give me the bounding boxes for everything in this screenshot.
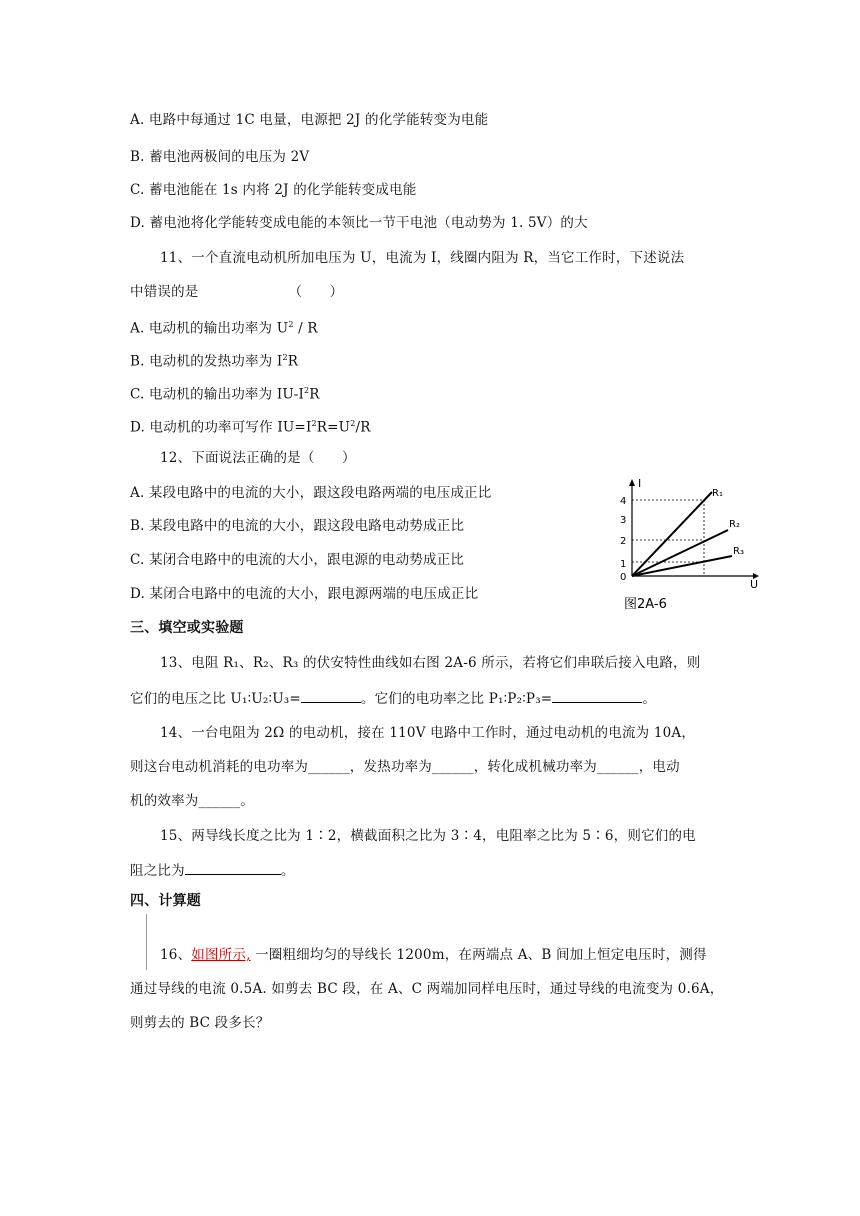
q11-answer-paren: （ ） xyxy=(288,284,344,300)
q14-line3: 机的效率为______。 xyxy=(130,793,254,809)
q10-option-a: A. 电路中每通过 1C 电量，电源把 2J 的化学能转变为电能 xyxy=(130,112,489,128)
q12-option-d: D. 某闭合电路中的电流的大小，跟电源两端的电压成正比 xyxy=(130,586,479,602)
q12-option-b: B. 某段电路中的电流的大小，跟这段电路电动势成正比 xyxy=(130,518,465,534)
r2-label: R₂ xyxy=(729,519,740,530)
q13-end-mark: 。 xyxy=(642,691,657,707)
y-tick-4: 4 xyxy=(620,496,627,507)
q11-d-sup2: 2 xyxy=(350,419,356,428)
q11-c-text: C. 电动机的输出功率为 IU-I xyxy=(130,386,304,403)
q13-power-ratio-text: 。它们的电功率之比 P₁∶P₂∶P₃= xyxy=(360,691,553,707)
section-4-heading: 四、计算题 xyxy=(130,893,201,909)
q12-stem: 12、下面说法正确的是（ ） xyxy=(160,450,356,466)
q13-voltage-blank[interactable] xyxy=(301,688,361,703)
q15-blank[interactable] xyxy=(185,860,281,875)
q11-stem-line1: 11、一个直流电动机所加电压为 U，电流为 I，线圈内阻为 R，当它工作时，下述说法 xyxy=(160,250,685,266)
r1-label: R₁ xyxy=(712,488,723,499)
figure-caption: 图2A-6 xyxy=(624,597,667,612)
origin-label: 0 xyxy=(620,572,627,583)
q11-b-sup: 2 xyxy=(282,353,288,362)
margin-divider xyxy=(146,914,147,970)
q11-c-tail: R xyxy=(309,386,320,403)
y-tick-2: 2 xyxy=(620,536,627,547)
q14-line2: 则这台电动机消耗的电功率为______，发热功率为______，转化成机械功率为______，电动 xyxy=(130,759,680,775)
q10-option-c: C. 蓄电池能在 1s 内将 2J 的化学能转变成电能 xyxy=(130,182,417,198)
q15-line2 xyxy=(130,860,295,881)
q11-option-a xyxy=(130,315,318,339)
q11-a-tail: / R xyxy=(293,320,318,337)
q15-text: 阻之比为 xyxy=(130,863,185,879)
q16-line2: 通过导线的电流 0.5A. 如剪去 BC 段，在 A、C 两端加同样电压时，通过导线的电流变为 0.6A， xyxy=(130,981,724,997)
q11-d-tail: /R xyxy=(355,419,371,436)
q11-option-d xyxy=(130,414,371,438)
q11-stem-line2 xyxy=(130,282,343,302)
q13-line1: 13、电阻 R₁、R₂、R₃ 的伏安特性曲线如右图 2A-6 所示，若将它们串联后接入电路，则 xyxy=(160,655,701,671)
q12-option-a: A. 某段电路中的电流的大小，跟这段电路两端的电压成正比 xyxy=(130,485,492,501)
q11-d-text: D. 电动机的功率可写作 IU=I xyxy=(130,419,312,436)
q11-b-text: B. 电动机的发热功率为 I xyxy=(130,353,283,370)
q11-option-b xyxy=(130,348,298,372)
q10-option-d: D. 蓄电池将化学能转变成电能的本领比一节干电池（电动势为 1. 5V）的大 xyxy=(130,215,588,231)
q11-d-mid: R=U xyxy=(316,419,351,436)
q16-text: 一圈粗细均匀的导线长 1200m，在两端点 A、B 间加上恒定电压时，测得 xyxy=(250,947,707,963)
q15-end-mark: 。 xyxy=(280,863,295,879)
q16-figure-link[interactable]: 如图所示, xyxy=(191,947,251,963)
q14-line1: 14、一台电阻为 2Ω 的电动机，接在 110V 电路中工作时，通过电动机的电流为 10A， xyxy=(160,725,696,741)
y-axis-label: I xyxy=(638,477,642,490)
q12-option-c: C. 某闭合电路中的电流的大小，跟电源的电动势成正比 xyxy=(130,552,465,568)
q11-d-sup1: 2 xyxy=(311,419,317,428)
y-axis-arrow-icon xyxy=(629,479,635,486)
q11-a-text: A. 电动机的输出功率为 U xyxy=(130,320,289,337)
q11-stem-text: 中错误的是 xyxy=(130,284,199,300)
y-tick-3: 3 xyxy=(620,515,627,526)
q11-a-sup: 2 xyxy=(288,320,294,329)
r2-curve xyxy=(632,530,728,576)
q13-power-blank[interactable] xyxy=(552,688,642,703)
q11-b-tail: R xyxy=(287,353,299,370)
q13-voltage-ratio-text: 它们的电压之比 U₁∶U₂∶U₃= xyxy=(130,691,301,707)
q16-line1 xyxy=(160,945,707,965)
y-tick-1: 1 xyxy=(620,559,627,570)
q13-line2 xyxy=(130,688,656,709)
q11-option-c xyxy=(130,381,320,405)
iu-characteristic-figure xyxy=(608,476,768,616)
q16-line3: 则剪去的 BC 段多长？ xyxy=(130,1015,270,1031)
q16-number: 16、 xyxy=(160,947,192,963)
section-3-heading: 三、填空或实验题 xyxy=(130,620,244,636)
q11-c-sup: 2 xyxy=(304,386,310,395)
x-axis-label: U xyxy=(750,578,759,591)
q15-line1: 15、两导线长度之比为 1∶2，横截面积之比为 3∶4，电阻率之比为 5∶6，则它们的电 xyxy=(160,828,696,844)
q10-option-b: B. 蓄电池两极间的电压为 2V xyxy=(130,149,310,165)
r3-label: R₃ xyxy=(733,546,744,557)
